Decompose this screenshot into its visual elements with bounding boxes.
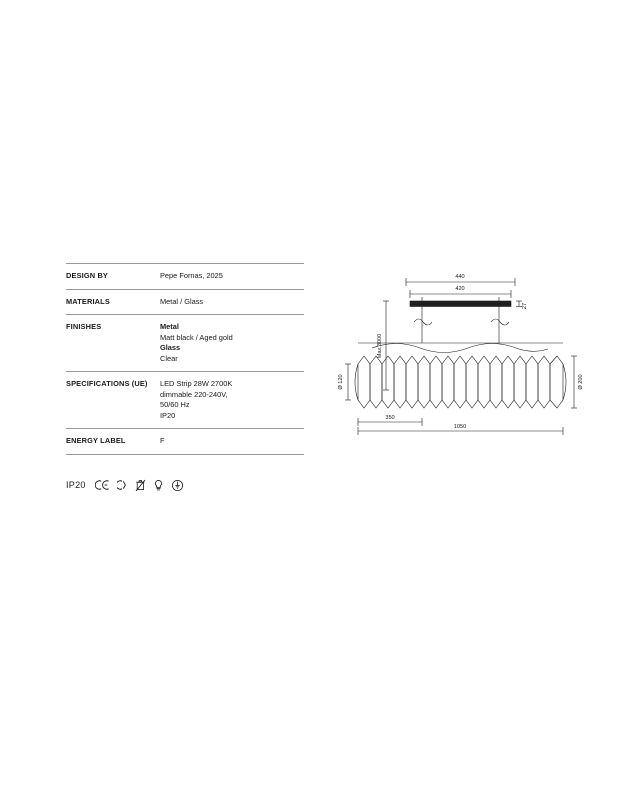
row-label-materials: MATERIALS (66, 296, 110, 306)
dim-label-canopy-width: 420 (455, 286, 465, 292)
canopy-bar (410, 301, 511, 307)
row-value-finishes (158, 315, 304, 372)
dim-label-top-width: 440 (455, 274, 465, 280)
value-line: Pepe Fornas, 2025 (160, 271, 223, 280)
row-value-energy-label (158, 429, 304, 455)
dim-label-glass-diameter: Ø 120 (338, 374, 344, 390)
table-row (66, 429, 304, 455)
row-value-design-by (158, 264, 304, 290)
dim-label-suspension: Max.3000 (377, 333, 383, 359)
value-line: Metal / Glass (160, 296, 204, 306)
row-value-specifications (158, 372, 304, 429)
dim-label-canopy-height: 27 (522, 302, 528, 310)
value-line: Matt black / Aged gold (160, 332, 233, 342)
table-row (66, 264, 304, 290)
ip20-rating-label: IP20 (66, 480, 86, 490)
no-waste-bin-icon (135, 479, 146, 492)
dim-label-shade-diameter: Ø 200 (578, 374, 584, 390)
dim-label-left-segment: 350 (385, 415, 395, 421)
row-label-finishes: FINISHES (66, 322, 102, 332)
glass-tubes (358, 356, 563, 408)
value-line: Metal (160, 322, 179, 332)
class-ii-earth-icon (171, 479, 184, 492)
value-line: F (160, 436, 165, 446)
value-line: Glass (160, 343, 181, 353)
table-row (66, 289, 304, 315)
dim-label-total-width: 1050 (453, 424, 467, 430)
value-line: IP20 (160, 410, 176, 420)
row-value-materials (158, 289, 304, 315)
technical-drawing (310, 260, 610, 480)
certification-icon-row (66, 474, 304, 496)
value-line: dimmable 220-240V, (160, 389, 228, 399)
value-line: Clear (160, 353, 178, 363)
value-line: 50/60 Hz (160, 400, 190, 410)
ce-mark-icon (95, 479, 110, 492)
value-line: LED Strip 28W 2700K (160, 379, 233, 389)
row-label-design-by: DESIGN BY (66, 271, 109, 280)
glass-top-profile (372, 344, 548, 353)
row-label-energy-label: ENERGY LABEL (66, 436, 126, 446)
row-label-specifications: SPECIFICATIONS (UE) (66, 379, 148, 389)
ukca-mark-icon (117, 479, 128, 492)
specification-table (66, 263, 304, 455)
table-row (66, 372, 304, 429)
bulb-not-included-icon (153, 479, 164, 492)
table-row (66, 315, 304, 372)
